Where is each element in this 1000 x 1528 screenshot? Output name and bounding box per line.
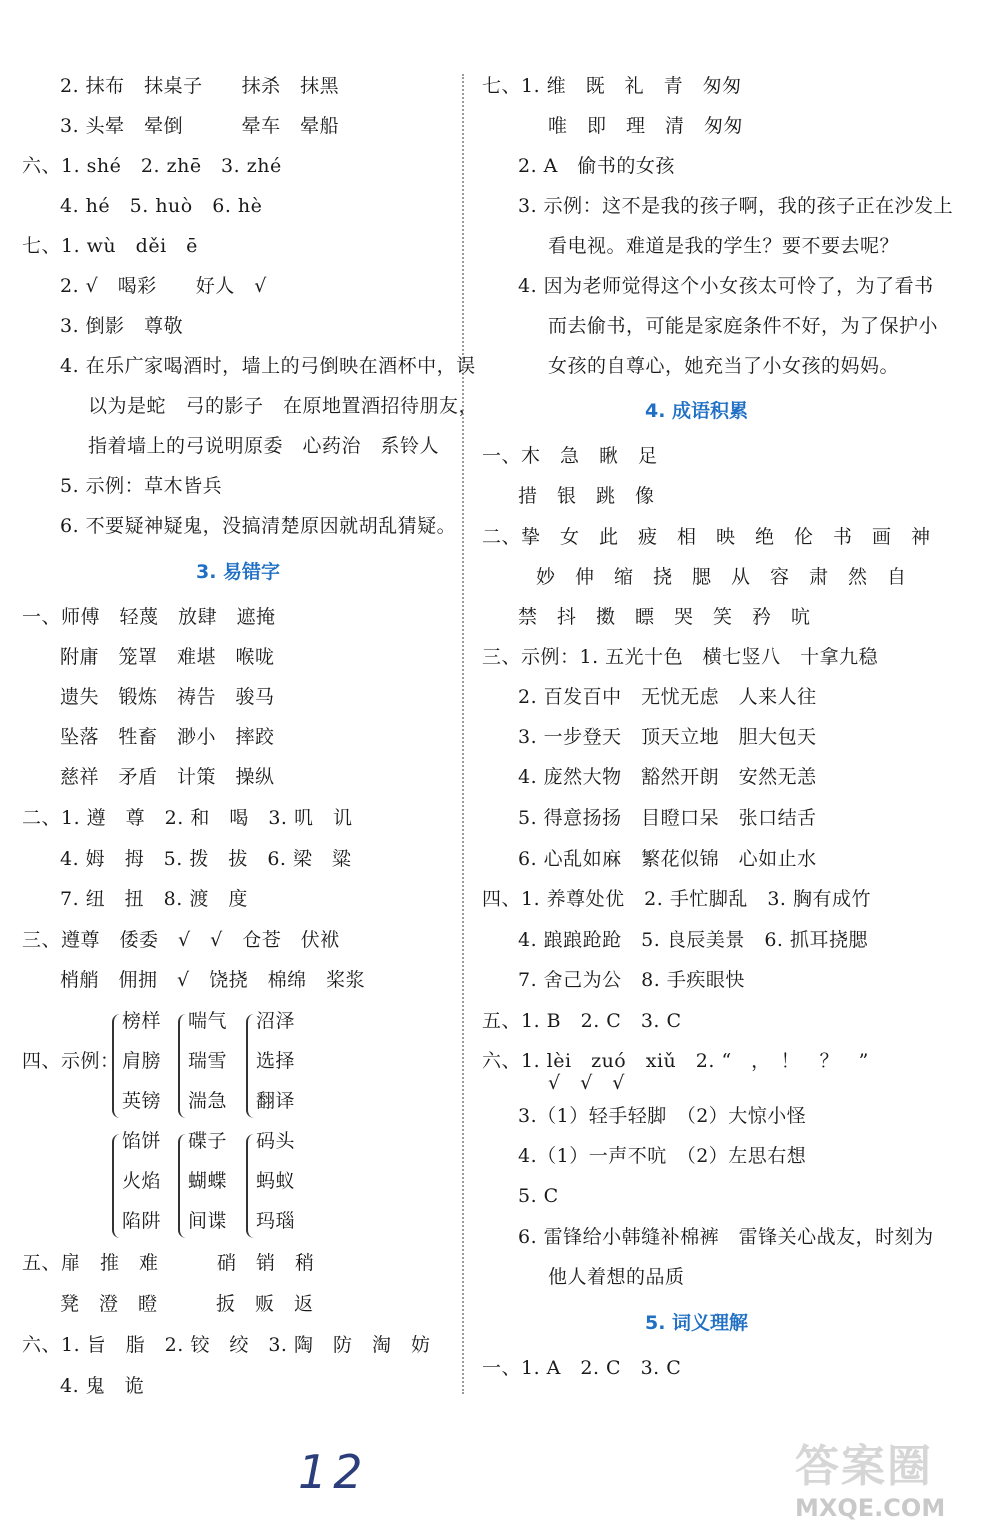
right-line: 五、1. B 2. C 3. C <box>482 1010 682 1032</box>
right-line: 4. 庞然大物 豁然开朗 安然无恙 <box>518 766 817 788</box>
brace-item: 喘气 <box>188 1010 228 1032</box>
right-line: 唯 即 理 清 匆匆 <box>548 115 744 137</box>
section-heading: 4. 成语积累 <box>645 400 749 422</box>
left-line: 4. 在乐广家喝酒时，墙上的弓倒映在酒杯中，误 <box>60 355 476 377</box>
left-line: 五、扉 推 难 硝 销 稍 <box>22 1252 315 1274</box>
left-line: 4. hé 5. huò 6. hè <box>60 195 263 217</box>
right-line: 六、1. lèi zuó xiǔ 2. “ ， ！ ？ ” <box>482 1050 869 1072</box>
right-line: 而去偷书，可能是家庭条件不好，为了保护小 <box>548 315 939 337</box>
right-line: 4. 因为老师觉得这个小女孩太可怜了，为了看书 <box>518 275 934 297</box>
left-line: 7. 纽 扭 8. 渡 度 <box>60 888 248 910</box>
right-line: 妙 伸 缩 挠 腮 从 容 肃 然 自 <box>536 566 907 588</box>
right-line: 5. 得意扬扬 目瞪口呆 张口结舌 <box>518 807 817 829</box>
right-line: 2. A 偷书的女孩 <box>518 155 675 177</box>
left-line: 二、1. 遵 尊 2. 和 喝 3. 叽 讥 <box>22 807 353 829</box>
right-line: 6. 雷锋给小韩缝补棉裤 雷锋关心战友，时刻为 <box>518 1226 934 1248</box>
left-line: 3. 头晕 晕倒 晕车 晕船 <box>60 115 340 137</box>
right-line: 四、1. 养尊处优 2. 手忙脚乱 3. 胸有成竹 <box>482 888 872 910</box>
right-line: 禁 抖 擞 瞟 哭 笑 矜 吭 <box>518 606 811 628</box>
left-line: 慈祥 矛盾 计策 操纵 <box>60 766 275 788</box>
brace-item: 码头 <box>256 1130 296 1152</box>
left-line: 凳 澄 瞪 扳 贩 返 <box>60 1293 314 1315</box>
left-line: 以为是蛇 弓的影子 在原地置酒招待朋友， <box>88 395 479 417</box>
section-heading: 5. 词义理解 <box>645 1312 749 1334</box>
brace-item: 沼泽 <box>256 1010 296 1032</box>
brace-item: 榜样 <box>122 1010 162 1032</box>
right-line: 4. 踉踉跄跄 5. 良辰美景 6. 抓耳挠腮 <box>518 929 869 951</box>
brace-item: 间谍 <box>188 1210 228 1232</box>
handwritten-page-number: 12 <box>298 1445 369 1499</box>
brace-item: 火焰 <box>122 1170 162 1192</box>
right-line: 3. 示例：这不是我的孩子啊，我的孩子正在沙发上 <box>518 195 954 217</box>
right-line: 一、1. A 2. C 3. C <box>482 1357 682 1379</box>
right-line: 6. 心乱如麻 繁花似锦 心如止水 <box>518 848 817 870</box>
right-line: 二、挚 女 此 疲 相 映 绝 伦 书 画 神 <box>482 526 931 548</box>
right-line: 7. 舍己为公 8. 手疾眼快 <box>518 969 745 991</box>
brace-item: 瑞雪 <box>188 1050 228 1072</box>
brace-item: 翻译 <box>256 1090 296 1112</box>
watermark-url: MXQE.COM <box>795 1494 946 1522</box>
left-line: 6. 不要疑神疑鬼，没搞清楚原因就胡乱猜疑。 <box>60 515 457 537</box>
brace-item: 玛瑙 <box>256 1210 296 1232</box>
brace-item: 蝴蝶 <box>188 1170 228 1192</box>
left-line: 2. 抹布 抹桌子 抹杀 抹黑 <box>60 75 340 97</box>
left-line: 2. √ 喝彩 好人 √ <box>60 275 267 297</box>
right-line: 3. 一步登天 顶天立地 胆大包天 <box>518 726 817 748</box>
left-line: 4. 姆 拇 5. 拨 拔 6. 梁 粱 <box>60 848 352 870</box>
left-line: 六、1. 旨 脂 2. 铰 绞 3. 陶 防 淘 妨 <box>22 1334 431 1356</box>
right-line: 2. 百发百中 无忧无虑 人来人往 <box>518 686 817 708</box>
left-line: 附庸 笼罩 难堪 喉咙 <box>60 646 275 668</box>
section-heading: 3. 易错字 <box>196 561 281 583</box>
left-line: 坠落 牲畜 渺小 摔跤 <box>60 726 275 748</box>
watermark-logo: 答案圈 <box>795 1441 933 1492</box>
left-line: 3. 倒影 尊敬 <box>60 315 184 337</box>
right-line: 看电视。难道是我的学生？要不要去呢？ <box>548 235 900 257</box>
brace-item: 碟子 <box>188 1130 228 1152</box>
brace-item: 馅饼 <box>122 1130 162 1152</box>
brace-item: 蚂蚁 <box>256 1170 296 1192</box>
right-line: 4.（1）一声不吭 （2）左思右想 <box>518 1145 807 1167</box>
left-line: 遗失 锻炼 祷告 骏马 <box>60 686 275 708</box>
left-line: 4. 鬼 诡 <box>60 1375 145 1397</box>
right-line: 5. C <box>518 1185 559 1207</box>
brace-item: 选择 <box>256 1050 296 1072</box>
column-divider <box>462 74 464 1394</box>
brace-item: 肩膀 <box>122 1050 162 1072</box>
left-line: 5. 示例：草木皆兵 <box>60 475 223 497</box>
right-line: 女孩的自尊心，她充当了小女孩的妈妈。 <box>548 355 900 377</box>
left-line: 梢艄 佣拥 √ 饶挠 棉绵 桨浆 <box>60 969 366 991</box>
left-line: 一、师傅 轻蔑 放肆 遮掩 <box>22 606 276 628</box>
right-line: 一、木 急 瞅 足 <box>482 445 658 467</box>
left-line: 三、遵尊 倭委 √ √ 仓苍 伏袱 <box>22 929 340 951</box>
left-line: 七、1. wù děi ē <box>22 235 198 257</box>
left-line: 指着墙上的弓说明原委 心药治 系铃人 <box>88 435 440 457</box>
brace-item: 英镑 <box>122 1090 162 1112</box>
watermark <box>795 1430 985 1520</box>
right-line: 七、1. 维 既 礼 青 匆匆 <box>482 75 742 97</box>
brace-section-label: 四、示例： <box>22 1050 120 1072</box>
brace-item: 湍急 <box>188 1090 228 1112</box>
right-line: 三、示例：1. 五光十色 横七竖八 十拿九稳 <box>482 646 879 668</box>
right-line: 措 银 跳 像 <box>518 485 655 507</box>
right-line: 他人着想的品质 <box>548 1266 685 1288</box>
right-line: 3.（1）轻手轻脚 （2）大惊小怪 <box>518 1105 807 1127</box>
left-line: 六、1. shé 2. zhē 3. zhé <box>22 155 282 177</box>
brace-item: 陷阱 <box>122 1210 162 1232</box>
right-line: √ √ √ <box>548 1072 625 1094</box>
